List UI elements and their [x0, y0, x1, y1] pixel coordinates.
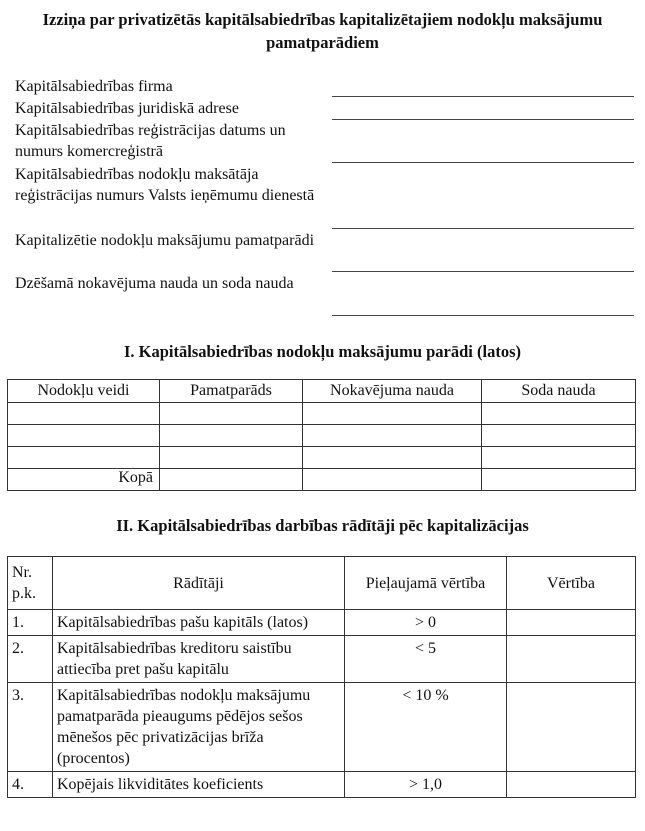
table-cell[interactable] — [160, 447, 303, 469]
value-cell[interactable] — [507, 772, 636, 798]
field-line-registration — [332, 162, 634, 163]
column-header-value: Vērtība — [507, 557, 636, 610]
indicators-table — [7, 556, 636, 798]
table-cell[interactable] — [160, 425, 303, 447]
document-title: Izziņa par privatizētās kapitālsabiedrības kapitalizētajiem nodokļu maksājumu pamatparādiem — [42, 10, 603, 52]
table-cell[interactable] — [482, 403, 636, 425]
table-cell[interactable] — [8, 403, 160, 425]
field-line-address — [332, 119, 634, 120]
row-number: 3. — [8, 683, 53, 772]
table-row — [8, 610, 636, 636]
total-label: Kopā — [8, 469, 160, 491]
row-number: 2. — [8, 636, 53, 683]
table-row — [8, 772, 636, 798]
table-cell[interactable] — [303, 469, 482, 491]
table-row — [8, 403, 636, 425]
table-row — [8, 447, 636, 469]
column-header-allowed-value: Pieļaujamā vērtība — [345, 557, 507, 610]
field-label-registration: Kapitālsabiedrības reģistrācijas datums un numurs komercreģistrā — [15, 122, 286, 160]
column-header-tax-type: Nodokļu veidi — [8, 380, 160, 403]
table-row — [8, 683, 636, 772]
table-cell[interactable] — [303, 425, 482, 447]
column-header-penalty: Soda nauda — [482, 380, 636, 403]
section-1-title: I. Kapitālsabiedrības nodokļu maksājumu parādi (latos) — [123, 342, 521, 361]
row-number: 4. — [8, 772, 53, 798]
indicator-name: Kapitālsabiedrības pašu kapitāls (latos) — [53, 610, 345, 636]
column-header-indicator: Rādītāji — [53, 557, 345, 610]
table-total-row — [8, 469, 636, 491]
value-cell[interactable] — [507, 610, 636, 636]
value-cell[interactable] — [507, 636, 636, 683]
value-cell[interactable] — [507, 683, 636, 772]
field-line-capitalized-debts — [332, 271, 634, 272]
allowed-value: < 10 % — [345, 683, 507, 772]
field-label-penalties: Dzēšamā nokavējuma nauda un soda nauda — [15, 275, 294, 292]
table-cell[interactable] — [482, 447, 636, 469]
field-label-firm: Kapitālsabiedrības firma — [15, 78, 173, 95]
table-row — [8, 636, 636, 683]
table-header-row — [8, 380, 636, 403]
table-cell[interactable] — [482, 469, 636, 491]
table-cell[interactable] — [160, 469, 303, 491]
column-header-principal: Pamatparāds — [160, 380, 303, 403]
section-2-title: II. Kapitālsabiedrības darbības rādītāji pēc kapitalizācijas — [116, 516, 529, 535]
table-cell[interactable] — [8, 447, 160, 469]
field-label-address: Kapitālsabiedrības juridiskā adrese — [15, 100, 239, 117]
allowed-value: > 0 — [345, 610, 507, 636]
allowed-value: > 1,0 — [345, 772, 507, 798]
field-label-taxpayer-number: Kapitālsabiedrības nodokļu maksātāja reģistrācijas numurs Valsts ieņēmumu dienestā — [15, 166, 315, 204]
table-cell[interactable] — [160, 403, 303, 425]
row-number: 1. — [8, 610, 53, 636]
column-header-late-fee: Nokavējuma nauda — [303, 380, 482, 403]
table-row — [8, 425, 636, 447]
column-header-nr: Nr. p.k. — [8, 557, 53, 610]
field-label-capitalized-debts: Kapitalizētie nodokļu maksājumu pamatparādi — [15, 232, 315, 249]
indicator-name: Kopējais likviditātes koeficients — [53, 772, 345, 798]
table-cell[interactable] — [303, 447, 482, 469]
allowed-value: < 5 — [345, 636, 507, 683]
field-line-penalties — [332, 315, 634, 316]
indicator-name: Kapitālsabiedrības kreditoru saistību attiecība pret pašu kapitālu — [53, 636, 345, 683]
table-cell[interactable] — [8, 425, 160, 447]
field-line-firm — [332, 96, 634, 97]
tax-debts-table — [7, 379, 636, 491]
field-line-taxpayer-number — [332, 228, 634, 229]
table-header-row — [8, 557, 636, 610]
table-cell[interactable] — [303, 403, 482, 425]
table-cell[interactable] — [482, 425, 636, 447]
indicator-name: Kapitālsabiedrības nodokļu maksājumu pamatparāda pieaugums pēdējos sešos mēnešos pēc privatizācijas brīža (procentos) — [53, 683, 345, 772]
